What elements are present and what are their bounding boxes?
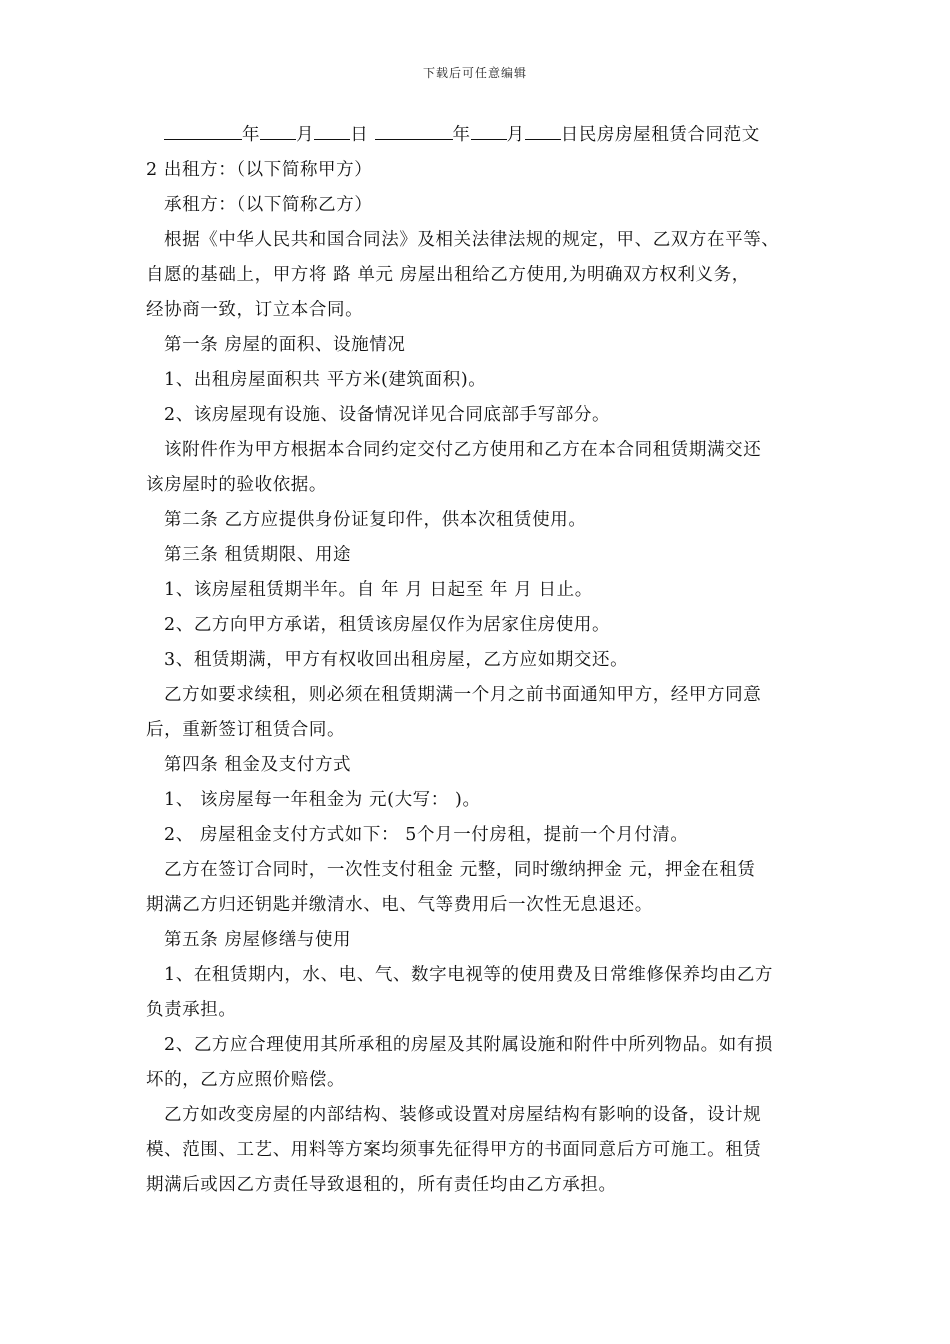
attachment-note-line-1: 该附件作为甲方根据本合同约定交付乙方使用和乙方在本合同租赁期满交还 [164, 440, 762, 460]
article-5-item-2-line-2: 坏的，乙方应照价赔偿。 [146, 1070, 346, 1090]
article-4-item-1: 1、 该房屋每一年租金为 元(大写： )。 [164, 790, 481, 810]
article-5-heading: 第五条 房屋修缮与使用 [164, 930, 352, 950]
blank-line [471, 121, 507, 140]
page-header-note: 下载后可任意编辑 [422, 66, 527, 80]
blank-line [375, 121, 453, 140]
article-2: 第二条 乙方应提供身份证复印件，供本次租赁使用。 [164, 510, 587, 530]
title-year-2: 年 [452, 125, 471, 145]
deposit-line-1: 乙方在签订合同时，一次性支付租金 元整，同时缴纳押金 元，押金在租赁 [164, 860, 756, 880]
article-1-item-2: 2、该房屋现有设施、设备情况详见合同底部手写部分。 [164, 405, 611, 425]
article-3-item-3: 3、租赁期满，甲方有权收回出租房屋，乙方应如期交还。 [164, 650, 629, 670]
deposit-line-2: 期满乙方归还钥匙并缴清水、电、气等费用后一次性无息退还。 [146, 895, 653, 915]
attachment-note-line-2: 该房屋时的验收依据。 [146, 475, 327, 495]
alteration-line-1: 乙方如改变房屋的内部结构、装修或设置对房屋结构有影响的设备，设计规 [164, 1105, 762, 1125]
document-title: 日民房房屋租赁合同范文 [560, 125, 760, 145]
renewal-line-2: 后，重新签订租赁合同。 [146, 720, 346, 740]
article-1-item-1: 1、出租房屋面积共 平方米(建筑面积)。 [164, 370, 487, 390]
title-year-1: 年 [242, 125, 261, 145]
title-month-1: 月 [296, 125, 315, 145]
alteration-line-2: 模、范围、工艺、用料等方案均须事先征得甲方的书面同意后方可施工。租赁 [146, 1140, 762, 1160]
article-4-heading: 第四条 租金及支付方式 [164, 755, 352, 775]
article-3-heading: 第三条 租赁期限、用途 [164, 545, 352, 565]
blank-line [260, 121, 296, 140]
article-4-item-2: 2、 房屋租金支付方式如下： 5个月一付房租，提前一个月付清。 [164, 825, 689, 845]
alteration-line-3: 期满后或因乙方责任导致退租的，所有责任均由乙方承担。 [146, 1175, 617, 1195]
lessee-line: 承租方：（以下简称乙方） [164, 195, 373, 215]
article-5-item-1-line-2: 负责承担。 [146, 1000, 237, 1020]
title-day-1: 日 [350, 125, 369, 145]
article-3-item-2: 2、乙方向甲方承诺，租赁该房屋仅作为居家住房使用。 [164, 615, 611, 635]
article-5-item-2-line-1: 2、乙方应合理使用其所承租的房屋及其附属设施和附件中所列物品。如有损 [164, 1035, 774, 1055]
article-3-item-1: 1、该房屋租赁期半年。自 年 月 日起至 年 月 日止。 [164, 580, 593, 600]
article-1-heading: 第一条 房屋的面积、设施情况 [164, 335, 406, 355]
preamble-line-1: 根据《中华人民共和国合同法》及相关法律法规的规定，甲、乙双方在平等、 [164, 230, 780, 250]
preamble-line-2: 自愿的基础上，甲方将 路 单元 房屋出租给乙方使用,为明确双方权利义务， [146, 265, 750, 285]
lessor-line: 2 出租方：（以下简称甲方） [146, 160, 373, 180]
article-5-item-1-line-1: 1、在租赁期内，水、电、气、数字电视等的使用费及日常维修保养均由乙方 [164, 965, 774, 985]
renewal-line-1: 乙方如要求续租，则必须在租赁期满一个月之前书面通知甲方，经甲方同意 [164, 685, 762, 705]
document-body [146, 118, 810, 1203]
blank-line [164, 121, 242, 140]
preamble-line-3: 经协商一致，订立本合同。 [146, 300, 364, 320]
title-month-2: 月 [506, 125, 525, 145]
title-line [146, 118, 810, 153]
blank-line [314, 121, 350, 140]
blank-line [525, 121, 561, 140]
